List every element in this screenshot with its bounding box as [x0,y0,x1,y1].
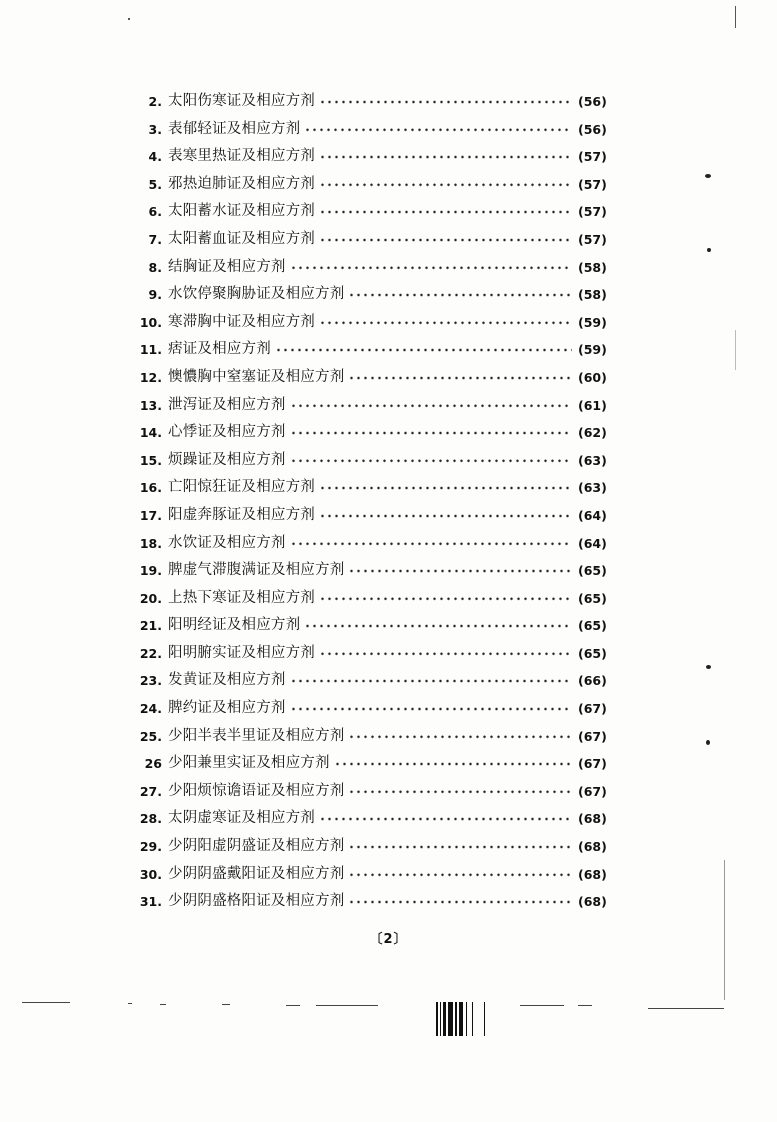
toc-entry-number: 14. [139,425,162,441]
toc-entry-number: 8. [148,259,162,275]
scan-artifact-line [222,1004,230,1005]
toc-entry-number: 3. [148,121,162,137]
toc-entry [126,723,626,751]
scan-artifact-speck [128,18,130,20]
toc-entry [126,88,626,116]
toc-entry-number: 31. [139,894,162,910]
toc-entry-title: 结胸证及相应方剂 [168,258,286,275]
toc-entry-number: 4. [148,149,162,165]
toc-entry [126,143,626,171]
toc-entry [126,861,626,889]
toc-leader-dots [290,530,572,558]
toc-entry-number: 23. [139,673,162,689]
toc-entry-title: 表郁轻证及相应方剂 [168,120,301,137]
toc-entry-number: 29. [139,839,162,855]
barcode-artifact [436,1002,496,1036]
scan-artifact-vline [735,6,736,28]
scan-artifact-speck [705,174,711,178]
scan-artifact-vline [735,330,736,370]
toc-entry-title: 太阳蓄水证及相应方剂 [168,203,315,220]
toc-entry-page: (64) [578,507,607,523]
toc-leader-dots [348,888,572,916]
toc-entry-number: 18. [139,535,162,551]
toc-entry-title: 脾虚气滞腹满证及相应方剂 [168,562,345,579]
toc-entry-number: 16. [139,480,162,496]
toc-entry [126,447,626,475]
toc-entry-page: (68) [578,839,607,855]
toc-leader-dots [319,585,572,613]
toc-entry-number: 13. [139,397,162,413]
toc-leader-dots [348,833,572,861]
toc-leader-dots [319,143,572,171]
toc-entry-title: 少阳烦惊谵语证及相应方剂 [168,782,345,799]
toc-entry-number: 27. [139,783,162,799]
toc-entry [126,281,626,309]
toc-entry-page: (57) [578,231,607,247]
toc-entry [126,667,626,695]
toc-entry-title: 太阳蓄血证及相应方剂 [168,230,315,247]
toc-entry-number: 25. [139,728,162,744]
toc-entry-page: (68) [578,894,607,910]
toc-entry-number: 15. [139,452,162,468]
toc-entry-page: (58) [578,259,607,275]
toc-leader-dots [275,336,572,364]
table-of-contents [126,88,626,916]
toc-entry-number: 26 [144,756,162,772]
toc-entry [126,695,626,723]
toc-entry-title: 少阳兼里实证及相应方剂 [168,755,330,772]
toc-entry-title: 少阴阴盛格阳证及相应方剂 [168,893,345,910]
toc-entry-number: 20. [139,590,162,606]
toc-entry-title: 太阴虚寒证及相应方剂 [168,810,315,827]
toc-entry-number: 10. [139,314,162,330]
toc-entry [126,888,626,916]
toc-entry [126,474,626,502]
scan-artifact-line [160,1004,166,1005]
toc-entry-number: 21. [139,618,162,634]
toc-leader-dots [290,254,572,282]
toc-entry [126,502,626,530]
toc-entry-number: 28. [139,811,162,827]
toc-entry [126,336,626,364]
toc-entry-page: (58) [578,287,607,303]
scan-artifact-vline [724,860,725,1000]
toc-entry-page: (66) [578,673,607,689]
toc-leader-dots [319,226,572,254]
toc-entry [126,640,626,668]
toc-entry-title: 上热下寒证及相应方剂 [168,589,315,606]
toc-entry-title: 脾约证及相应方剂 [168,700,286,717]
scan-artifact-line [286,1005,300,1006]
toc-entry [126,116,626,144]
toc-entry-number: 5. [148,176,162,192]
toc-entry [126,364,626,392]
toc-entry-page: (67) [578,756,607,772]
toc-leader-dots [319,640,572,668]
toc-leader-dots [348,557,572,585]
toc-entry-title: 水饮证及相应方剂 [168,534,286,551]
toc-entry-page: (65) [578,590,607,606]
toc-entry-number: 19. [139,563,162,579]
toc-entry-page: (59) [578,342,607,358]
toc-entry [126,750,626,778]
toc-entry [126,254,626,282]
toc-leader-dots [348,723,572,751]
toc-entry-title: 痞证及相应方剂 [168,341,271,358]
toc-entry-page: (57) [578,149,607,165]
toc-leader-dots [319,171,572,199]
toc-leader-dots [334,750,572,778]
toc-entry-number: 7. [148,231,162,247]
toc-entry-page: (63) [578,480,607,496]
scan-artifact-line [520,1005,564,1006]
toc-entry-title: 表寒里热证及相应方剂 [168,148,315,165]
toc-entry-title: 阳虚奔豚证及相应方剂 [168,506,315,523]
toc-leader-dots [290,667,572,695]
toc-entry-page: (67) [578,728,607,744]
toc-entry-title: 少阴阳虚阴盛证及相应方剂 [168,838,345,855]
toc-entry-title: 烦躁证及相应方剂 [168,451,286,468]
toc-entry-number: 22. [139,645,162,661]
toc-leader-dots [319,474,572,502]
toc-entry-number: 30. [139,866,162,882]
page-number: 〔2〕 [369,932,408,947]
scan-artifact-line [578,1005,592,1006]
toc-entry [126,419,626,447]
toc-entry-title: 太阳伤寒证及相应方剂 [168,93,315,109]
toc-entry [126,585,626,613]
toc-entry-title: 少阳半表半里证及相应方剂 [168,727,345,744]
toc-entry-number: 12. [139,369,162,385]
toc-entry-title: 亡阳惊狂证及相应方剂 [168,479,315,496]
toc-entry-number: 9. [148,287,162,303]
toc-entry [126,557,626,585]
toc-leader-dots [348,778,572,806]
toc-entry-page: (68) [578,866,607,882]
toc-leader-dots [319,88,572,116]
toc-entry-page: (57) [578,204,607,220]
toc-entry-page: (59) [578,314,607,330]
toc-entry-page: (60) [578,369,607,385]
toc-entry-title: 心悸证及相应方剂 [168,424,286,441]
toc-entry [126,171,626,199]
toc-entry-title: 少阴阴盛戴阳证及相应方剂 [168,865,345,882]
toc-entry-title: 寒滞胸中证及相应方剂 [168,313,315,330]
toc-entry [126,778,626,806]
toc-entry [126,530,626,558]
toc-leader-dots [319,805,572,833]
toc-entry-page: (57) [578,176,607,192]
toc-leader-dots [319,309,572,337]
toc-entry-number: 17. [139,507,162,523]
toc-entry-page: (62) [578,425,607,441]
toc-leader-dots [348,861,572,889]
toc-entry [126,805,626,833]
toc-entry-page: (67) [578,783,607,799]
toc-entry [126,198,626,226]
toc-entry [126,833,626,861]
toc-entry-title: 阳明经证及相应方剂 [168,617,301,634]
scan-artifact-line [648,1008,724,1009]
toc-entry [126,392,626,420]
toc-entry [126,226,626,254]
toc-entry-page: (61) [578,397,607,413]
toc-leader-dots [290,392,572,420]
toc-entry-title: 懊憹胸中窒塞证及相应方剂 [168,368,345,385]
toc-entry-title: 泄泻证及相应方剂 [168,396,286,413]
toc-entry-title: 阳明腑实证及相应方剂 [168,644,315,661]
toc-entry-page: (56) [578,121,607,137]
scan-artifact-line [316,1005,378,1006]
scan-artifact-line [22,1002,70,1003]
toc-entry-title: 水饮停聚胸胁证及相应方剂 [168,286,345,303]
scan-artifact-speck [707,248,711,252]
toc-leader-dots [348,281,572,309]
toc-entry-page: (64) [578,535,607,551]
scan-artifact-speck [706,665,711,669]
toc-leader-dots [304,116,572,144]
toc-entry-page: (63) [578,452,607,468]
toc-leader-dots [290,447,572,475]
scan-artifact-line [128,1003,132,1004]
toc-leader-dots [290,695,572,723]
toc-entry-title: 邪热迫肺证及相应方剂 [168,175,315,192]
toc-leader-dots [290,419,572,447]
toc-entry-title: 发黄证及相应方剂 [168,672,286,689]
toc-entry-number: 2. [148,94,162,109]
toc-leader-dots [319,198,572,226]
toc-entry-page: (56) [578,94,607,109]
toc-leader-dots [304,612,572,640]
toc-entry-page: (68) [578,811,607,827]
toc-entry-page: (65) [578,563,607,579]
toc-entry-page: (65) [578,645,607,661]
toc-entry [126,612,626,640]
toc-entry-number: 11. [139,342,162,358]
toc-entry-number: 24. [139,701,162,717]
toc-leader-dots [348,364,572,392]
toc-leader-dots [319,502,572,530]
scan-artifact-speck [706,740,710,745]
toc-entry-page: (67) [578,701,607,717]
toc-entry-page: (65) [578,618,607,634]
toc-entry [126,309,626,337]
toc-entry-number: 6. [148,204,162,220]
